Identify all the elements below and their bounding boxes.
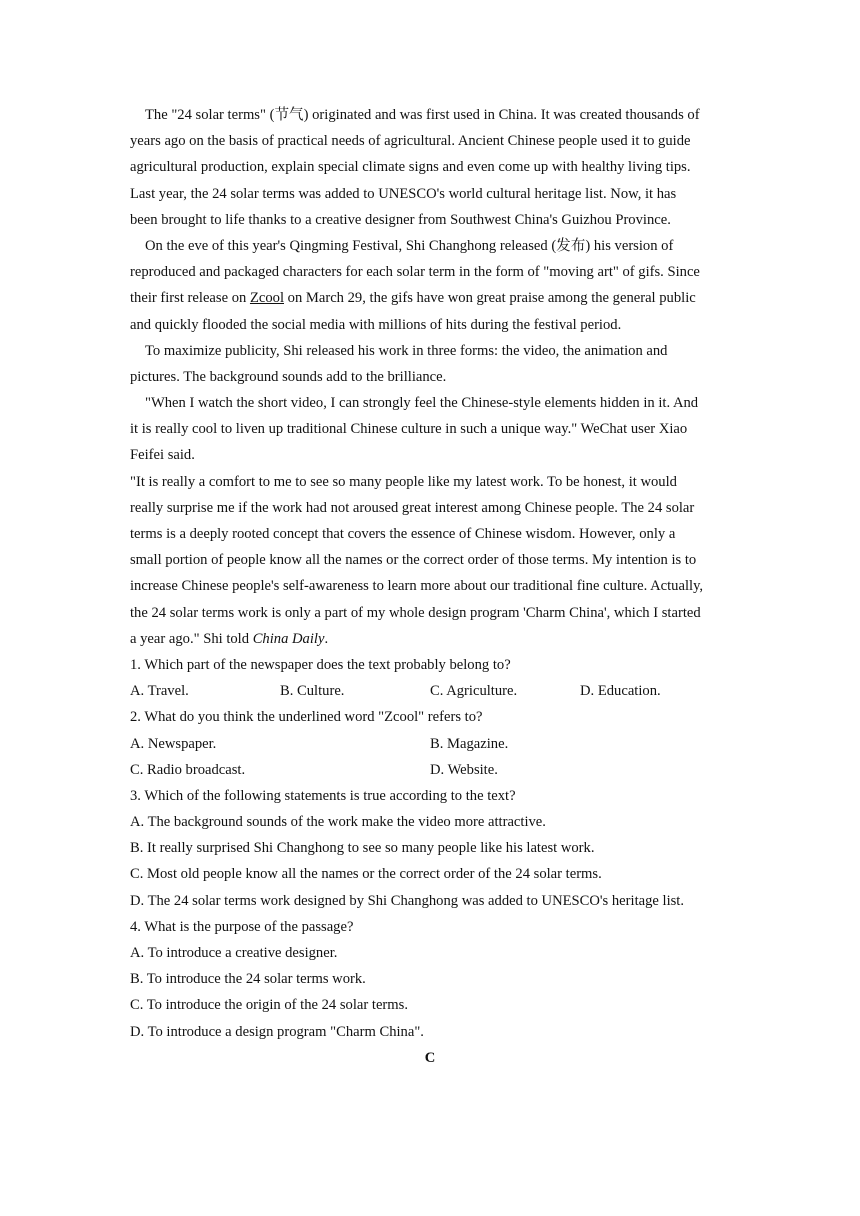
text-line: Feifei said. (130, 447, 195, 464)
question-2 (130, 704, 730, 783)
paragraph-1 (130, 102, 730, 233)
option-a: A. Travel. (130, 683, 189, 700)
text-line: years ago on the basis of practical needs of agricultural. Ancient Chinese people used it to guide (130, 133, 691, 150)
question-stem: 1. Which part of the newspaper does the text probably belong to? (130, 656, 511, 673)
option-b: B. It really surprised Shi Changhong to see so many people like his latest work. (130, 840, 595, 857)
text-line (130, 626, 730, 652)
text-line: small portion of people know all the names or the correct order of those terms. My intention is to (130, 552, 697, 569)
option-a: A. Newspaper. (130, 735, 217, 752)
text-line: The "24 solar terms" (节气) originated and was first used in China. It was created thousands of (145, 107, 700, 123)
option-a: A. To introduce a creative designer. (130, 945, 338, 961)
text-line: agricultural production, explain special climate signs and even come up with healthy living tips. (130, 159, 691, 176)
text-line: it is really cool to liven up traditional Chinese culture in such a unique way." WeChat user Xiao (130, 421, 688, 438)
question-3 (130, 783, 730, 914)
option-b: B. To introduce the 24 solar terms work. (130, 971, 366, 988)
text-line: been brought to life thanks to a creative designer from Southwest China's Guizhou Province. (130, 211, 671, 228)
text-line: Last year, the 24 solar terms was added to UNESCO's world cultural heritage list. Now, it has (130, 185, 677, 202)
options-row (130, 678, 730, 704)
options-row (130, 731, 730, 757)
question-1 (130, 652, 730, 704)
text-segment: a year ago." Shi told (130, 630, 253, 647)
option-c: C. Agriculture. (430, 683, 518, 700)
text-line: really surprise me if the work had not aroused great interest among Chinese people. The 24 solar (130, 499, 695, 516)
document-page (130, 102, 730, 1071)
text-line: To maximize publicity, Shi released his work in three forms: the video, the animation and (145, 342, 668, 359)
text-line: the 24 solar terms work is only a part of my whole design program 'Charm China', which I started (130, 604, 701, 621)
text-segment: on March 29, the gifs have won great praise among the general public (284, 290, 696, 307)
question-4 (130, 914, 730, 1045)
option-d: D. The 24 solar terms work designed by Shi Changhong was added to UNESCO's heritage list. (130, 892, 685, 909)
paragraph-3 (130, 338, 730, 390)
option-d: D. To introduce a design program "Charm China". (130, 1023, 424, 1040)
text-segment: . (324, 630, 329, 647)
options-row (130, 757, 730, 783)
option-c: C. Radio broadcast. (130, 761, 246, 778)
text-line: reproduced and packaged characters for each solar term in the form of "moving art" of gifs. Since (130, 264, 700, 281)
text-line: terms is a deeply rooted concept that covers the essence of Chinese wisdom. However, only a (130, 526, 676, 542)
text-line: On the eve of this year's Qingming Festival, Shi Changhong released (发布) his version of (145, 237, 674, 254)
paragraph-4 (130, 390, 730, 469)
text-line: "When I watch the short video, I can strongly feel the Chinese-style elements hidden in it. And (145, 395, 699, 412)
paragraph-5 (130, 469, 730, 652)
text-line: "It is really a comfort to me to see so many people like my latest work. To be honest, it would (130, 473, 677, 490)
newspaper-title: China Daily (252, 630, 325, 647)
paragraph-2 (130, 233, 730, 338)
question-stem: 3. Which of the following statements is true according to the text? (130, 787, 516, 804)
option-c: C. Most old people know all the names or the correct order of the 24 solar terms. (130, 866, 602, 883)
text-line (130, 285, 730, 311)
option-b: B. Magazine. (430, 735, 509, 752)
underlined-word-zcool: Zcool (249, 290, 284, 307)
option-d: D. Education. (580, 683, 661, 700)
text-line: increase Chinese people's self-awareness to learn more about our traditional fine culture. Actually, (130, 578, 704, 595)
text-line: and quickly flooded the social media with millions of hits during the festival period. (130, 316, 622, 333)
option-a: A. The background sounds of the work make the video more attractive. (130, 814, 546, 831)
question-stem: 4. What is the purpose of the passage? (130, 918, 354, 935)
text-line: pictures. The background sounds add to the brilliance. (130, 368, 447, 385)
option-b: B. Culture. (280, 683, 345, 700)
option-c: C. To introduce the origin of the 24 solar terms. (130, 997, 408, 1014)
text-segment: their first release on (130, 290, 250, 307)
question-stem: 2. What do you think the underlined word "Zcool" refers to? (130, 709, 483, 726)
option-d: D. Website. (430, 761, 498, 778)
section-heading: C (424, 1049, 436, 1066)
